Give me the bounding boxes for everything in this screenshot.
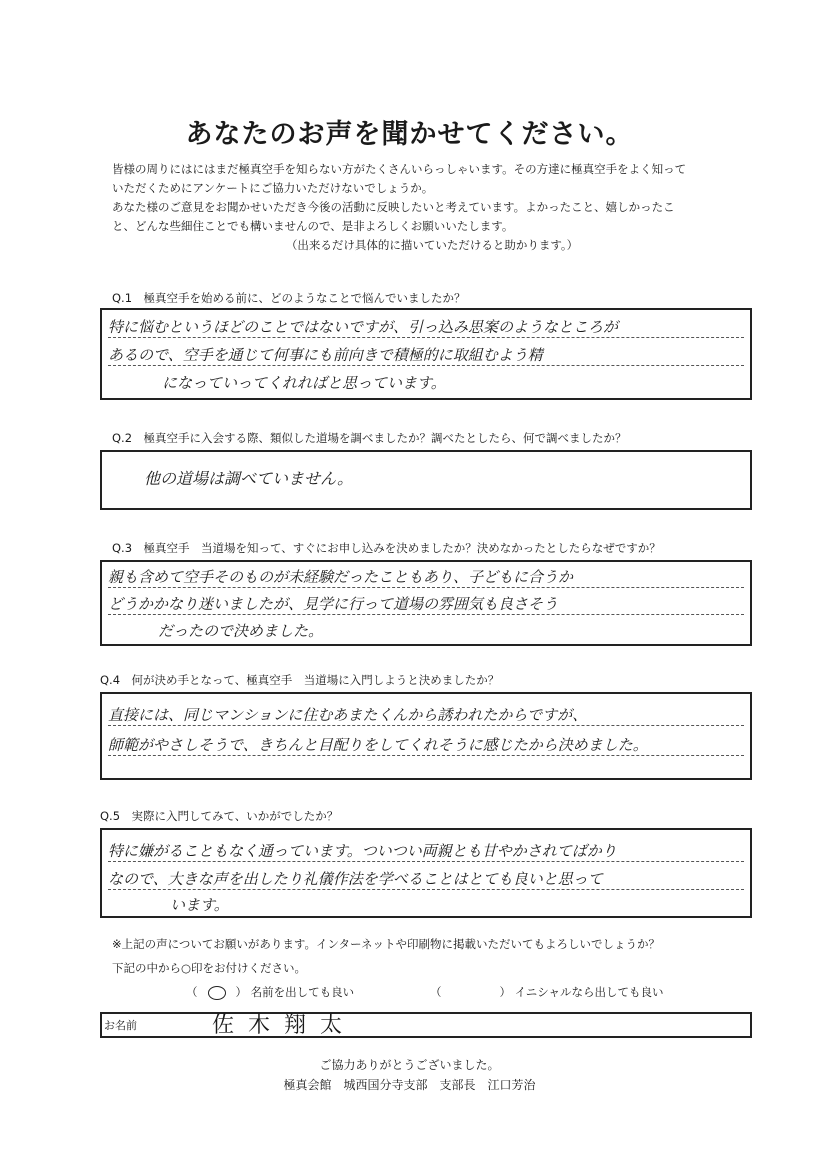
intro-line-2: いただくためにアンケートにご協力いただけないでしょうか。 (112, 181, 434, 195)
answer-line: になっていってくれればと思っています。 (162, 374, 446, 392)
choice-initials-ok[interactable] (430, 984, 663, 1000)
answer-line: なので、大きな声を出したり礼儀作法を学べることはとても良いと思って (108, 868, 744, 890)
footer-thanks: ご協力ありがとうございました。 (319, 1058, 500, 1072)
choice-paren-open: （ (430, 985, 442, 999)
answer-line: 親も含めて空手そのものが未経験だったこともあり、子どもに合うか (108, 566, 744, 588)
answer-line: います。 (170, 896, 229, 914)
question-1-label: Q.1 極真空手を始める前に、どのようなことで悩んでいましたか？ (112, 291, 466, 305)
question-2-answer-box[interactable] (100, 450, 752, 510)
answer-line: 特に嫌がることもなく通っています。ついつい両親とも甘やかされてばかり (108, 840, 744, 862)
footer-organization: 極真会館 城西国分寺支部 支部長 江口芳治 (283, 1078, 536, 1092)
choice-name-ok[interactable] (186, 984, 354, 1000)
publish-instruction: 下記の中から○印をお付けください。 (112, 961, 307, 975)
answer-line: 師範がやさしそうで、きちんと目配りをしてくれそうに感じたから決めました。 (108, 734, 744, 756)
question-3-label: Q.3 極真空手 当道場を知って、すぐにお申し込みを決めましたか？決めなかったとしたらなぜですか？ (112, 541, 661, 555)
question-4-answer-box[interactable] (100, 692, 752, 780)
question-2-label: Q.2 極真空手に入会する際、類似した道場を調べましたか？調べたとしたら、何で調べましたか？ (112, 431, 627, 445)
circle-mark-icon (208, 986, 226, 1000)
choice-paren-close: ） (235, 985, 247, 999)
choice-paren-open: （ (186, 985, 198, 999)
name-label: お名前 (104, 1019, 137, 1032)
choice-paren-close: ） (499, 985, 511, 999)
answer-line: あるので、空手を通じて何事にも前向きで積極的に取組むよう精 (108, 344, 744, 366)
answer-line: 他の道場は調べていません。 (144, 469, 353, 488)
intro-text (112, 160, 752, 255)
question-4-label: Q.4 何が決め手となって、極真空手 当道場に入門しようと決めましたか？ (100, 673, 500, 687)
question-3-answer-box[interactable] (100, 560, 752, 646)
answer-line: 直接には、同じマンションに住むあまたくんから誘われたからですが、 (108, 704, 744, 726)
answer-line: 特に悩むというほどのことではないですが、引っ込み思案のようなところが (108, 316, 744, 338)
question-1-answer-box[interactable] (100, 308, 752, 400)
intro-line-1: 皆様の周りにはにはまだ極真空手を知らない方がたくさんいらっしゃいます。その方達に極真空手をよく知って (112, 162, 687, 176)
choice-name-ok-label: 名前を出しても良い (250, 985, 355, 999)
name-field[interactable] (100, 1012, 752, 1038)
question-5-label: Q.5 実際に入門してみて、いかがでしたか？ (100, 809, 339, 823)
answer-line: だったので決めました。 (158, 622, 324, 640)
intro-line-3: あなた様のご意見をお聞かせいただき今後の活動に反映したいと考えています。よかったこと、嬉しかったこ (112, 200, 675, 214)
page-title: あなたのお声を聞かせてください。 (185, 119, 634, 150)
choice-initials-ok-label: イニシャルなら出しても良い (514, 985, 664, 999)
name-value: 佐木翔太 (212, 1013, 357, 1038)
question-5-answer-box[interactable] (100, 828, 752, 918)
intro-line-4: と、どんな些細住ことでも構いませんので、是非よろしくお願いいたします。 (112, 219, 514, 233)
answer-line: どうかかなり迷いましたが、見学に行って道場の雰囲気も良さそう (108, 593, 744, 615)
publish-notice: ※上記の声についてお願いがあります。インターネットや印刷物に掲載いただいてもよろしいでしょうか？ (112, 937, 660, 951)
intro-line-5: （出来るだけ具体的に描いていただけると助かります。） (285, 238, 579, 252)
